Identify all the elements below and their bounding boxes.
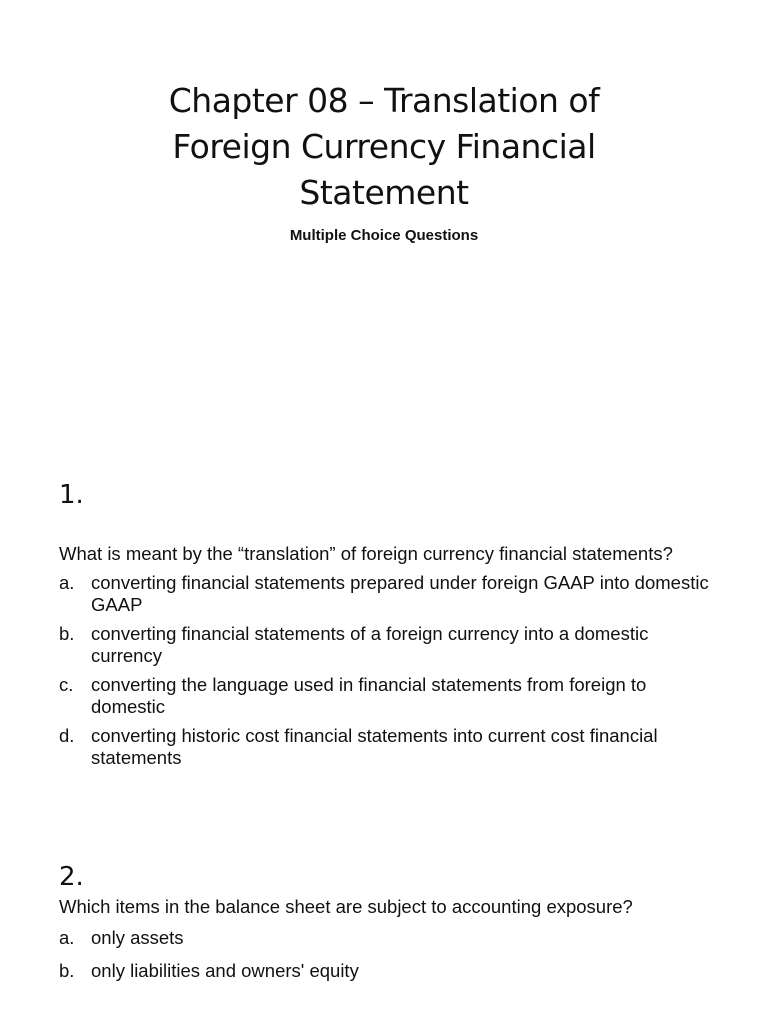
- answer-option-a: [59, 927, 719, 949]
- option-text: only assets: [91, 927, 184, 948]
- answer-option-b: [59, 623, 719, 667]
- question-number: 2.: [59, 862, 84, 892]
- option-letter: a.: [59, 572, 75, 593]
- option-text: converting the language used in financial statements from foreign to domestic: [91, 674, 647, 717]
- option-text: only liabilities and owners' equity: [91, 960, 359, 981]
- option-text: converting financial statements prepared under foreign GAAP into domestic GAAP: [91, 572, 709, 615]
- chapter-title-line: Foreign Currency Financial: [172, 127, 596, 166]
- option-text: converting historic cost financial statements into current cost financial statements: [91, 725, 658, 768]
- question-number: 1.: [59, 480, 84, 510]
- answer-option-a: [59, 572, 719, 616]
- option-letter: b.: [59, 960, 75, 981]
- answer-options: [59, 927, 719, 982]
- question-2: [59, 862, 719, 993]
- option-letter: a.: [59, 927, 75, 948]
- option-letter: b.: [59, 623, 75, 644]
- question-text: What is meant by the “translation” of foreign currency financial statements?: [59, 543, 673, 564]
- option-letter: c.: [59, 674, 74, 695]
- chapter-title: [0, 78, 768, 216]
- answer-option-d: [59, 725, 719, 769]
- title-block: [0, 78, 768, 246]
- chapter-title-line: Chapter 08 – Translation of: [168, 81, 600, 120]
- option-text: converting financial statements of a foreign currency into a domestic currency: [91, 623, 649, 666]
- question-1: [59, 480, 719, 776]
- question-text: Which items in the balance sheet are subject to accounting exposure?: [59, 896, 633, 917]
- answer-option-c: [59, 674, 719, 718]
- answer-option-b: [59, 960, 719, 982]
- option-letter: d.: [59, 725, 75, 746]
- answer-options: [59, 572, 719, 769]
- section-subtitle: Multiple Choice Questions: [289, 227, 479, 244]
- chapter-title-line: Statement: [299, 173, 469, 212]
